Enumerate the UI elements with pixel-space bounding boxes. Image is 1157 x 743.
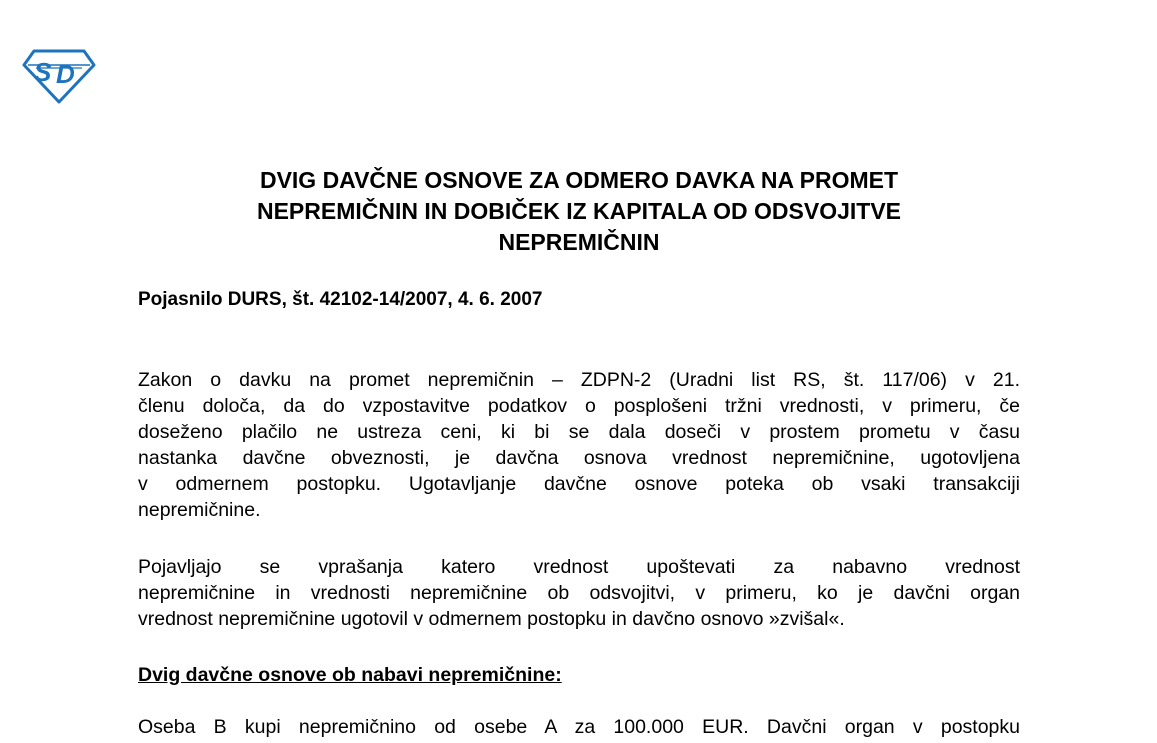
paragraph-line: nastanka davčne obveznosti, je davčna osnova vrednost nepremičnine, ugotovljena (138, 447, 1020, 469)
paragraph-line: v odmernem postopku. Ugotavljanje davčne osnove poteka ob vsaki transakciji (138, 473, 1020, 495)
document-title (138, 165, 1020, 258)
title-line: NEPREMIČNIN IN DOBIČEK IZ KAPITALA OD ODSVOJITVE (256, 198, 902, 224)
diamond-logo-icon (22, 48, 96, 104)
paragraph-line: Oseba B kupi nepremičnino od osebe A za 100.000 EUR. Davčni organ v postopku (138, 716, 1020, 738)
paragraph-question (138, 554, 1020, 632)
title-line: DVIG DAVČNE OSNOVE ZA ODMERO DAVKA NA PROMET (259, 167, 899, 193)
paragraph-line: nepremičnine. (138, 499, 261, 521)
sd-logo (22, 48, 96, 104)
paragraph-intro (138, 367, 1020, 523)
paragraph-line: doseženo plačilo ne ustreza ceni, ki bi se dala doseči v prostem prometu v času (138, 421, 1020, 443)
paragraph-example (138, 714, 1020, 740)
paragraph-line: Zakon o davku na promet nepremičnin – ZDPN-2 (Uradni list RS, št. 117/06) v 21. (138, 369, 1020, 391)
svg-text:S: S (34, 57, 52, 87)
section-heading: Dvig davčne osnove ob nabavi nepremičnine: (138, 664, 562, 686)
paragraph-line: Pojavljajo se vprašanja katero vrednost upoštevati za nabavno vrednost (138, 556, 1020, 578)
paragraph-line: nepremičnine in vrednosti nepremičnine ob odsvojitvi, v primeru, ko je davčni organ (138, 582, 1020, 604)
svg-text:D: D (56, 59, 75, 89)
paragraph-line: vrednost nepremičnine ugotovil v odmernem postopku in davčno osnovo »zvišal«. (138, 608, 845, 630)
title-line: NEPREMIČNIN (498, 229, 660, 255)
document-subtitle: Pojasnilo DURS, št. 42102-14/2007, 4. 6. 2007 (138, 289, 543, 310)
paragraph-line: členu določa, da do vzpostavitve podatkov o posplošeni tržni vrednosti, v primeru, če (138, 395, 1020, 417)
